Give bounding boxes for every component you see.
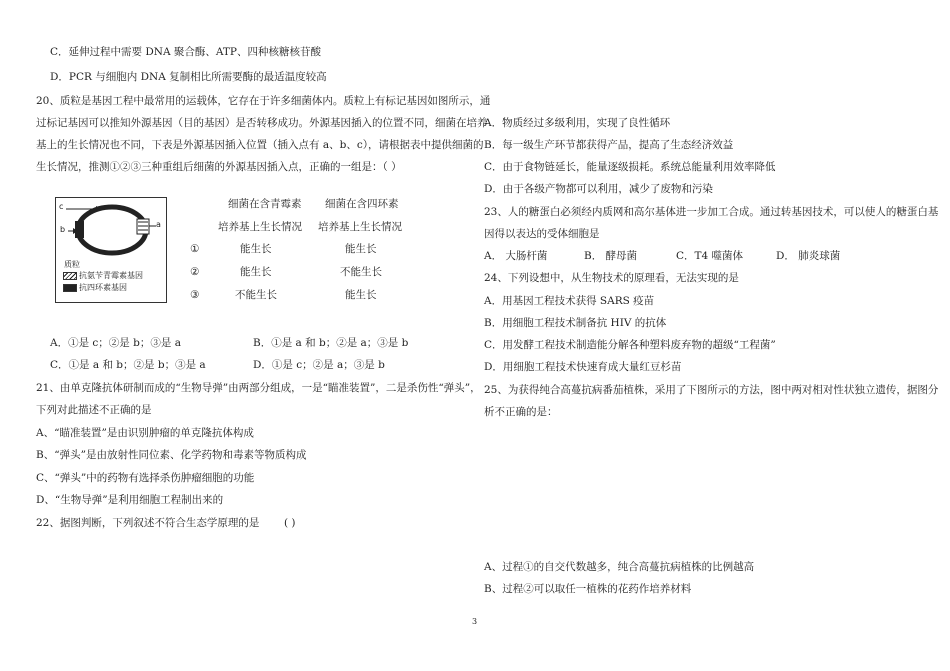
q24-stem: 24、下列设想中，从生物技术的原理看，无法实现的是 — [484, 272, 739, 284]
q19-option-c: C．延伸过程中需要 DNA 聚合酶、ATP、四种核糖核苷酸 — [50, 46, 321, 58]
q20-option-b: B．①是 a 和 b；②是 a；③是 b — [253, 337, 409, 349]
legend-tetracycline-label: 抗四环素基因 — [79, 283, 127, 292]
table-header-tetracycline-l1: 细菌在含四环素 — [325, 198, 399, 210]
table-cell: 不能生长 — [340, 266, 382, 278]
table-cell: 能生长 — [240, 243, 272, 255]
table-row-id: ③ — [190, 289, 200, 301]
insert-point-b-label: b — [60, 225, 66, 234]
table-cell: 不能生长 — [235, 289, 277, 301]
q22-option-a: A．物质经过多级利用，实现了良性循环 — [484, 117, 671, 129]
table-cell: 能生长 — [345, 243, 377, 255]
q21-option-c: C、“弹头”中的药物有选择杀伤肿瘤细胞的功能 — [36, 472, 255, 484]
q21-stem-line2: 下列对此描述不正确的是 — [36, 404, 152, 416]
q23-option-c: C．T4 噬菌体 — [676, 250, 744, 262]
q23-option-b: B． 酵母菌 — [584, 250, 638, 262]
q19-option-d: D．PCR 与细胞内 DNA 复制相比所需要酶的最适温度较高 — [50, 71, 327, 83]
q23-stem-line1: 23、人的糖蛋白必须经内质网和高尔基体进一步加工合成。通过转基因技术，可以使人的糖蛋白基 — [484, 206, 939, 218]
q20-stem-line3: 基上的生长情况也不同，下表是外源基因插入位置（插入点有 a、b、c），请根据表中提供细菌的 — [36, 139, 484, 151]
q20-stem-line4: 生长情况，推测①②③三种重组后细菌的外源基因插入点，正确的一组是：（ ） — [36, 161, 402, 173]
plasmid-ring — [78, 207, 146, 253]
page-number: 3 — [472, 617, 478, 626]
q24-option-a: A．用基因工程技术获得 SARS 疫苗 — [484, 295, 655, 307]
q20-stem-line1: 20、质粒是基因工程中最常用的运载体，它存在于许多细菌体内。质粒上有标记基因如图所示，通 — [36, 95, 491, 107]
plasmid-diagram — [55, 197, 167, 303]
q22-option-c: C．由于食物链延长，能量逐级损耗。系统总能量利用效率降低 — [484, 161, 776, 173]
q23-option-d: D． 肺炎球菌 — [776, 250, 841, 262]
table-header-penicillin-l2: 培养基上生长情况 — [218, 221, 302, 233]
legend-tetracycline-swatch — [63, 284, 77, 292]
q24-option-b: B．用细胞工程技术制备抗 HIV 的抗体 — [484, 317, 667, 329]
q22-answer-paren: ( ) — [284, 517, 296, 529]
q21-option-d: D、“生物导弹”是利用细胞工程制出来的 — [36, 494, 224, 506]
q21-stem-line1: 21、由单克隆抗体研制而成的“生物导弹”由两部分组成，一是“瞄准装置”，二是杀伤性“弹头”， — [36, 382, 481, 394]
q24-option-c: C．用发酵工程技术制造能分解各种塑料废弃物的超级“工程菌” — [484, 339, 776, 351]
q22-option-d: D．由于各级产物都可以利用，减少了废物和污染 — [484, 183, 713, 195]
q25-option-b: B、过程②可以取任一植株的花药作培养材料 — [484, 583, 692, 595]
table-cell: 能生长 — [240, 266, 272, 278]
q20-option-c: C．①是 a 和 b；②是 b；③是 a — [50, 359, 206, 371]
insert-point-a-label: a — [156, 220, 161, 229]
q23-option-a: A． 大肠杆菌 — [484, 250, 548, 262]
q20-option-a: A．①是 c；②是 b；③是 a — [50, 337, 181, 349]
q21-option-b: B、“弹头”是由放射性同位素、化学药物和毒素等物质构成 — [36, 449, 307, 461]
table-header-penicillin-l1: 细菌在含青霉素 — [228, 198, 302, 210]
q25-stem-line1: 25、为获得纯合高蔓抗病番茄植株，采用了下图所示的方法，图中两对相对性状独立遗传，据图分 — [484, 384, 939, 396]
legend-ampicillin-swatch — [63, 272, 77, 280]
q25-stem-line2: 析不正确的是： — [484, 406, 558, 418]
table-cell: 能生长 — [345, 289, 377, 301]
legend-ampicillin-label: 抗氨苄青霉素基因 — [79, 271, 143, 280]
table-row-id: ② — [190, 266, 200, 278]
q22-stem: 22、据图判断，下列叙述不符合生态学原理的是 — [36, 517, 260, 529]
table-row-id: ① — [190, 243, 200, 255]
q20-option-d: D．①是 c；②是 a；③是 b — [253, 359, 385, 371]
q20-stem-line2: 过标记基因可以推知外源基因（目的基因）是否转移成功。外源基因插入的位置不同，细菌在培养 — [36, 117, 488, 129]
insert-point-c-label: c — [59, 202, 64, 211]
tetracycline-gene-block — [75, 221, 84, 238]
table-header-tetracycline-l2: 培养基上生长情况 — [318, 221, 402, 233]
q23-stem-line2: 因得以表达的受体细胞是 — [484, 228, 600, 240]
q22-option-b: B．每一级生产环节都获得产品，提高了生态经济效益 — [484, 139, 734, 151]
plasmid-caption: 质粒 — [64, 260, 80, 269]
q21-option-a: A、“瞄准装置”是由识别肿瘤的单克隆抗体构成 — [36, 427, 254, 439]
q24-option-d: D．用细胞工程技术快速育成大量红豆杉苗 — [484, 361, 682, 373]
q25-option-a: A、过程①的自交代数越多，纯合高蔓抗病植株的比例越高 — [484, 561, 755, 573]
